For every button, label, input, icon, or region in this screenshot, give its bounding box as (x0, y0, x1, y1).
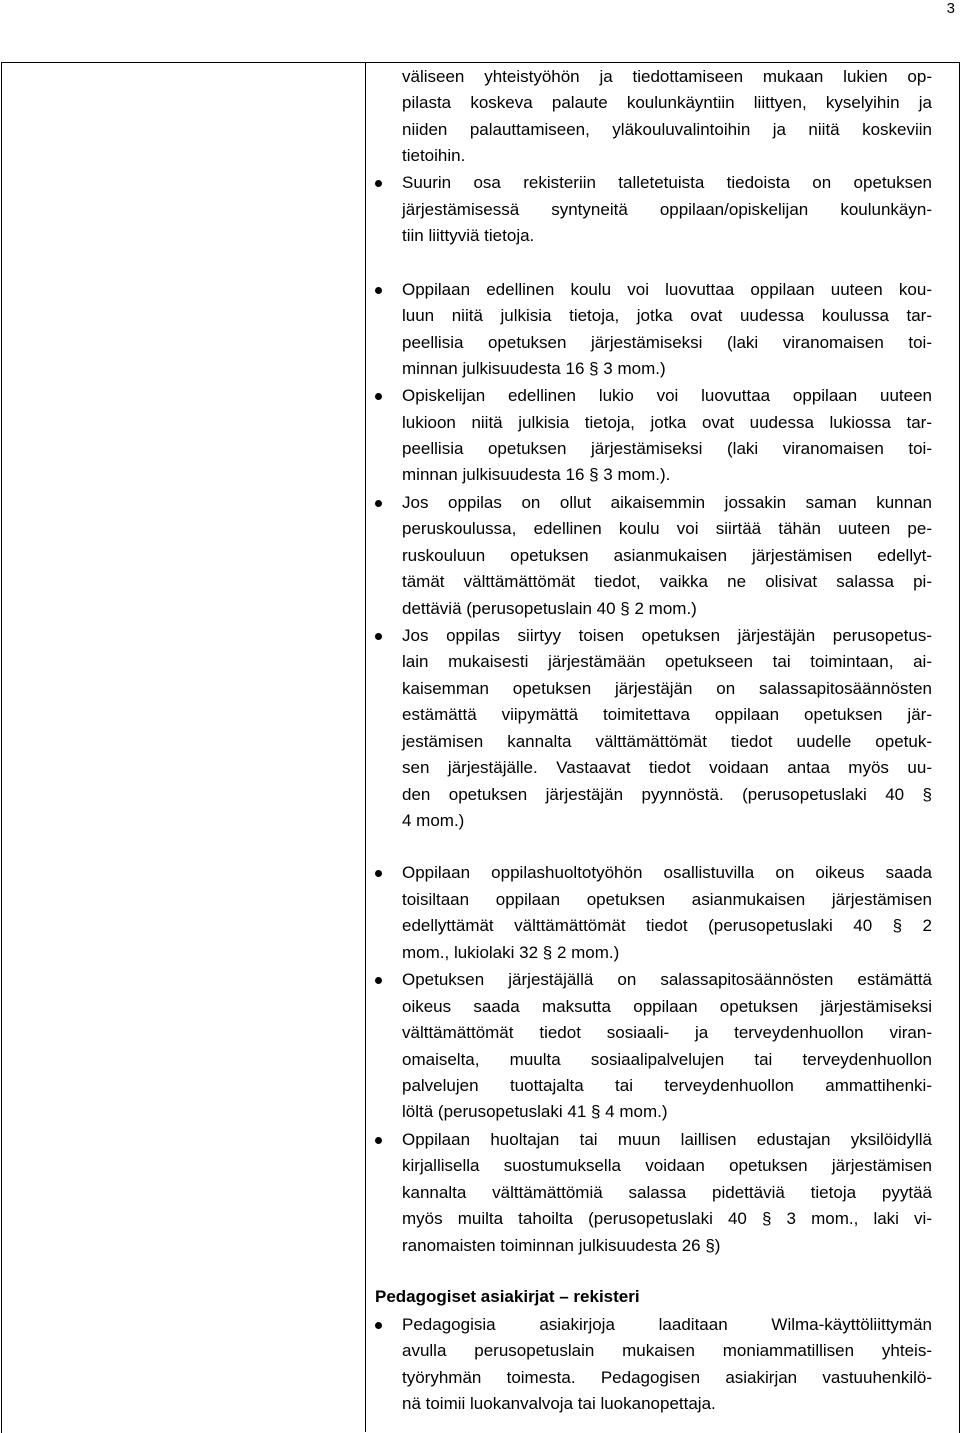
text-line: työryhmän toimesta. Pedagogisen asiakirjan vastuuhenkilö- (402, 1368, 932, 1387)
text-line: ruskouluun opetuksen asianmukaisen järjestämisen edellyt- (402, 546, 932, 565)
bullet-icon (375, 633, 382, 640)
text-line: luun niitä julkisia tietoja, jotka ovat uudessa koulussa tar- (402, 306, 932, 325)
bullet-icon (375, 287, 382, 294)
text-line: minnan julkisuudesta 16 § 3 mom.) (402, 359, 666, 378)
text-line: omaiselta, muulta sosiaalipalvelujen tai terveydenhuollon (402, 1050, 932, 1069)
text-line: lukioon niitä julkisia tietoja, jotka ovat uudessa lukiossa tar- (402, 413, 932, 432)
text-line: kaisemman opetuksen järjestäjän on salassapitosäännösten (402, 679, 932, 698)
text-line: jestämisen kannalta välttämättömät tiedot uudelle opetuk- (402, 732, 932, 751)
text-line: lain mukaisesti järjestämään opetukseen tai toimintaan, ai- (402, 652, 932, 671)
text-line: kirjallisella suostumuksella voidaan opetuksen järjestämisen (402, 1156, 932, 1175)
text-line: Oppilaan oppilashuoltotyöhön osallistuvilla on oikeus saada (402, 863, 932, 882)
text-line: ranomaisten toiminnan julkisuudesta 26 §) (402, 1236, 721, 1255)
text-line: niiden palauttamiseen, yläkouluvalintoihin ja niitä koskeviin (402, 120, 932, 139)
text-line: edellyttämät välttämättömät tiedot (perusopetuslaki 40 § 2 (402, 916, 932, 935)
text-line: Oppilaan huoltajan tai muun laillisen edustajan yksilöidyllä (402, 1130, 932, 1149)
text-line: Pedagogisia asiakirjoja laaditaan Wilma-käyttöliittymän (402, 1315, 932, 1334)
text-line: järjestämisessä syntyneitä oppilaan/opiskelijan koulunkäyn- (402, 200, 932, 219)
text-line: dettäviä (perusopetuslain 40 § 2 mom.) (402, 599, 697, 618)
bullet-icon (375, 977, 382, 984)
bullet-icon (375, 1322, 382, 1329)
text-line: 4 mom.) (402, 811, 465, 830)
bullet-icon (375, 180, 382, 187)
bullet-icon (375, 1137, 382, 1144)
text-line: Jos oppilas on ollut aikaisemmin jossakin saman kunnan (402, 493, 932, 512)
text-line: tiin liittyviä tietoja. (402, 226, 535, 245)
text-line: toisiltaan oppilaan opetuksen asianmukaisen järjestämisen (402, 890, 932, 909)
text-line: mom., lukiolaki 32 § 2 mom.) (402, 943, 620, 962)
text-line: pilasta koskeva palaute koulunkäyntiin liittyen, kyselyihin ja (402, 93, 932, 112)
text-line: den opetuksen järjestäjän pyynnöstä. (perusopetuslaki 40 § (402, 785, 932, 804)
bullet-icon (375, 500, 382, 507)
text-line: tämät välttämättömät tiedot, vaikka ne olisivat salassa pi- (402, 572, 932, 591)
text-line: väliseen yhteistyöhön ja tiedottamiseen mukaan lukien op- (402, 67, 932, 86)
text-line: Jos oppilas siirtyy toisen opetuksen järjestäjän perusopetus- (402, 626, 932, 645)
text-line: peellisia opetuksen järjestämiseksi (laki viranomaisen toi- (402, 333, 932, 352)
page-number: 3 (946, 0, 955, 17)
section-heading: Pedagogiset asiakirjat – rekisteri (375, 1287, 640, 1306)
bullet-icon (375, 870, 382, 877)
bullet-icon (375, 393, 382, 400)
text-line: minnan julkisuudesta 16 § 3 mom.). (402, 465, 671, 484)
text-line: sen järjestäjälle. Vastaavat tiedot voidaan antaa myös uu- (402, 758, 932, 777)
text-line: estämättä viipymättä toimitettava oppilaan opetuksen jär- (402, 705, 932, 724)
column-divider (365, 62, 366, 1432)
text-line: palvelujen tuottajalta tai terveydenhuollon ammattihenki- (402, 1076, 932, 1095)
text-line: oikeus saada maksutta oppilaan opetuksen järjestämiseksi (402, 997, 932, 1016)
text-line: avulla perusopetuslain mukaisen moniammatillisen yhteis- (402, 1341, 932, 1360)
text-line: tietoihin. (402, 146, 466, 165)
text-line: välttämättömät tiedot sosiaali- ja terveydenhuollon viran- (402, 1023, 932, 1042)
text-line: Opiskelijan edellinen lukio voi luovuttaa oppilaan uuteen (402, 386, 932, 405)
text-line: Oppilaan edellinen koulu voi luovuttaa oppilaan uuteen kou- (402, 280, 932, 299)
text-line: Suurin osa rekisteriin talletetuista tiedoista on opetuksen (402, 173, 932, 192)
text-line: peruskoulussa, edellinen koulu voi siirtää tähän uuteen pe- (402, 519, 932, 538)
text-line: löltä (perusopetuslaki 41 § 4 mom.) (402, 1102, 668, 1121)
text-line: kannalta välttämättömiä salassa pidettäviä tietoja pyytää (402, 1183, 932, 1202)
text-line: myös muilta tahoilta (perusopetuslaki 40 § 3 mom., laki vi- (402, 1209, 932, 1228)
text-line: Opetuksen järjestäjällä on salassapitosäännösten estämättä (402, 970, 932, 989)
text-line: nä toimii luokanvalvoja tai luokanopettaja. (402, 1394, 716, 1413)
text-line: peellisia opetuksen järjestämiseksi (laki viranomaisen toi- (402, 439, 932, 458)
